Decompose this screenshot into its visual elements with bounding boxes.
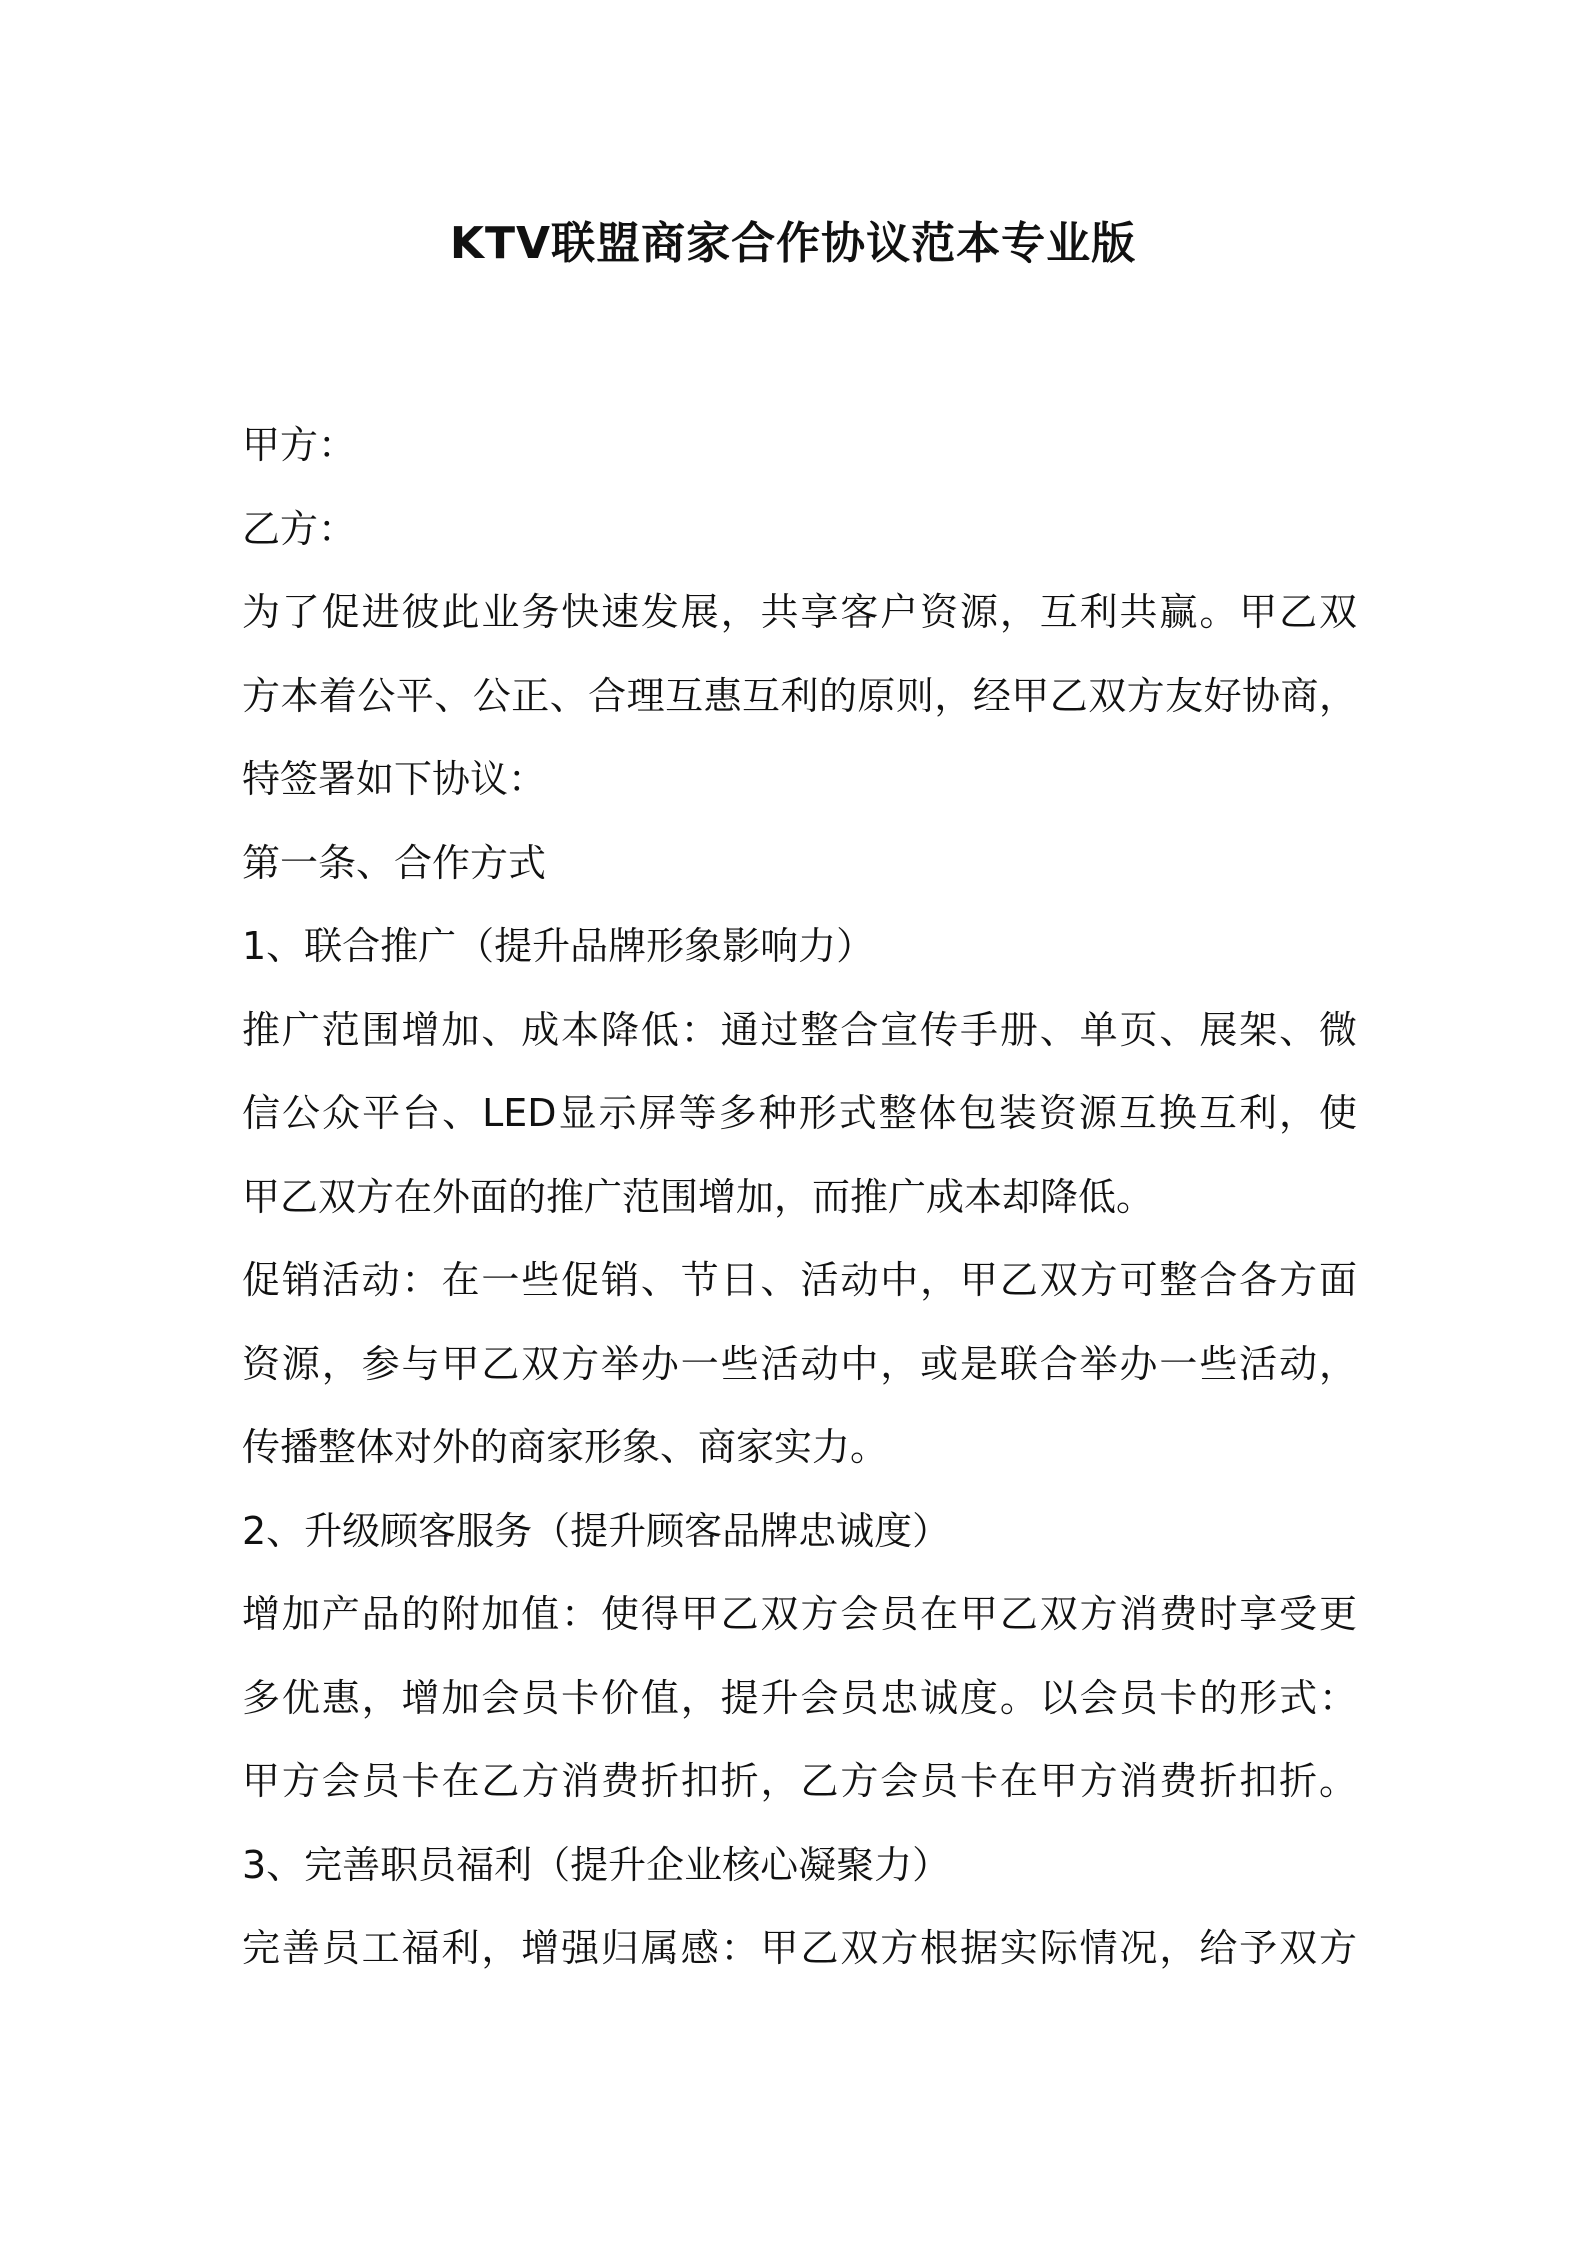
paragraph-line: 促销活动：在一些促销、节日、活动中，甲乙双方可整合各方面 <box>242 1258 1357 1302</box>
paragraph-line: 多优惠，增加会员卡价值，提升会员忠诚度。以会员卡的形式： <box>242 1675 1357 1720</box>
subsection-heading: 2、升级顾客服务（提升顾客品牌忠诚度） <box>242 1508 951 1553</box>
paragraph-line: 传播整体对外的商家形象、商家实力。 <box>242 1425 889 1469</box>
paragraph-line: 推广范围增加、成本降低：通过整合宣传手册、单页、展架、微 <box>242 1007 1357 1052</box>
paragraph-line: 信公众平台、LED显示屏等多种形式整体包装资源互换互利，使 <box>242 1091 1357 1135</box>
paragraph-line: 资源，参与甲乙双方举办一些活动中，或是联合举办一些活动， <box>242 1341 1357 1386</box>
paragraph-line: 增加产品的附加值：使得甲乙双方会员在甲乙双方消费时享受更 <box>242 1592 1357 1636</box>
subsection-heading: 1、联合推广（提升品牌形象影响力） <box>242 924 875 968</box>
subsection-heading: 3、完善职员福利（提升企业核心凝聚力） <box>242 1842 951 1887</box>
paragraph-line: 为了促进彼此业务快速发展，共享客户资源，互利共赢。甲乙双 <box>242 590 1357 634</box>
paragraph-line: 特签署如下协议： <box>242 757 547 801</box>
paragraph-line: 甲乙双方在外面的推广范围增加，而推广成本却降低。 <box>242 1174 1155 1219</box>
party-b-line: 乙方： <box>242 506 357 551</box>
document-title: KTV联盟商家合作协议范本专业版 <box>449 218 1137 269</box>
document-body <box>242 404 1357 1991</box>
paragraph-line: 完善员工福利，增强归属感：甲乙双方根据实际情况，给予双方 <box>242 1926 1357 1970</box>
party-a-line: 甲方： <box>242 423 357 467</box>
paragraph-line: 甲方会员卡在乙方消费折扣折，乙方会员卡在甲方消费折扣折。 <box>242 1759 1357 1803</box>
section-heading: 第一条、合作方式 <box>242 840 547 885</box>
paragraph-line: 方本着公平、公正、合理互惠互利的原则，经甲乙双方友好协商， <box>242 673 1357 718</box>
